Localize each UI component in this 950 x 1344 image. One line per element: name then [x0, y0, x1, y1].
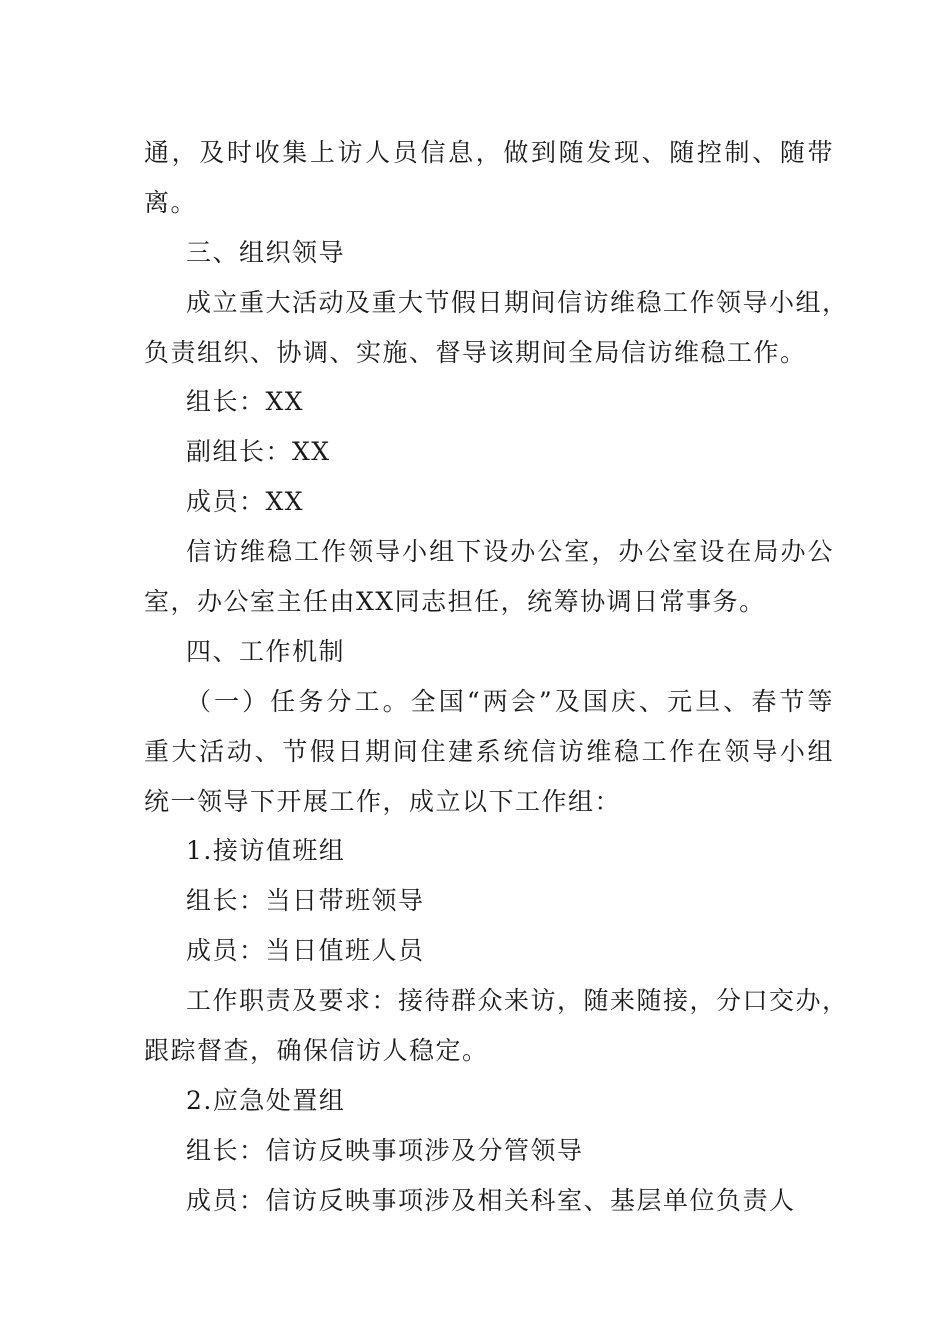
group-leader-line: 组长：XX [186, 387, 305, 417]
paragraph-line: 负责组织、协调、实施、督导该期间全局信访维稳工作。 [144, 337, 807, 367]
group-leader-line: 组长：信访反映事项涉及分管领导 [186, 1135, 584, 1165]
group-leader-line: 组长：当日带班领导 [186, 886, 425, 916]
section-heading: 三、组织领导 [186, 237, 346, 267]
subsection-heading: 2.应急处置组 [186, 1085, 346, 1115]
paragraph-line: 工作职责及要求：接待群众来访，随来随接，分口交办， [186, 986, 849, 1016]
paragraph-line: （一）任务分工。全国“两会”及国庆、元旦、春节等 [186, 686, 834, 716]
paragraph-line: 重大活动、节假日期间住建系统信访维稳工作在领导小组 [144, 736, 834, 766]
paragraph-line: 统一领导下开展工作，成立以下工作组： [144, 786, 622, 816]
section-heading: 四、工作机制 [186, 636, 346, 666]
paragraph-line: 跟踪督查，确保信访人稳定。 [144, 1036, 489, 1066]
members-line: 成员：XX [186, 487, 305, 517]
paragraph-line: 室，办公室主任由XX同志担任，统筹协调日常事务。 [144, 587, 766, 617]
members-line: 成员：当日值班人员 [186, 936, 425, 966]
paragraph-line: 离。 [144, 187, 198, 217]
deputy-leader-line: 副组长：XX [186, 437, 331, 467]
paragraph-line: 成立重大活动及重大节假日期间信访维稳工作领导小组， [186, 287, 849, 317]
document-body [144, 128, 849, 1226]
members-line: 成员：信访反映事项涉及相关科室、基层单位负责人 [186, 1185, 796, 1215]
subsection-heading: 1.接访值班组 [186, 836, 346, 866]
paragraph-line: 通，及时收集上访人员信息，做到随发现、随控制、随带 [144, 138, 834, 167]
paragraph-line: 信访维稳工作领导小组下设办公室，办公室设在局办公 [186, 537, 834, 567]
